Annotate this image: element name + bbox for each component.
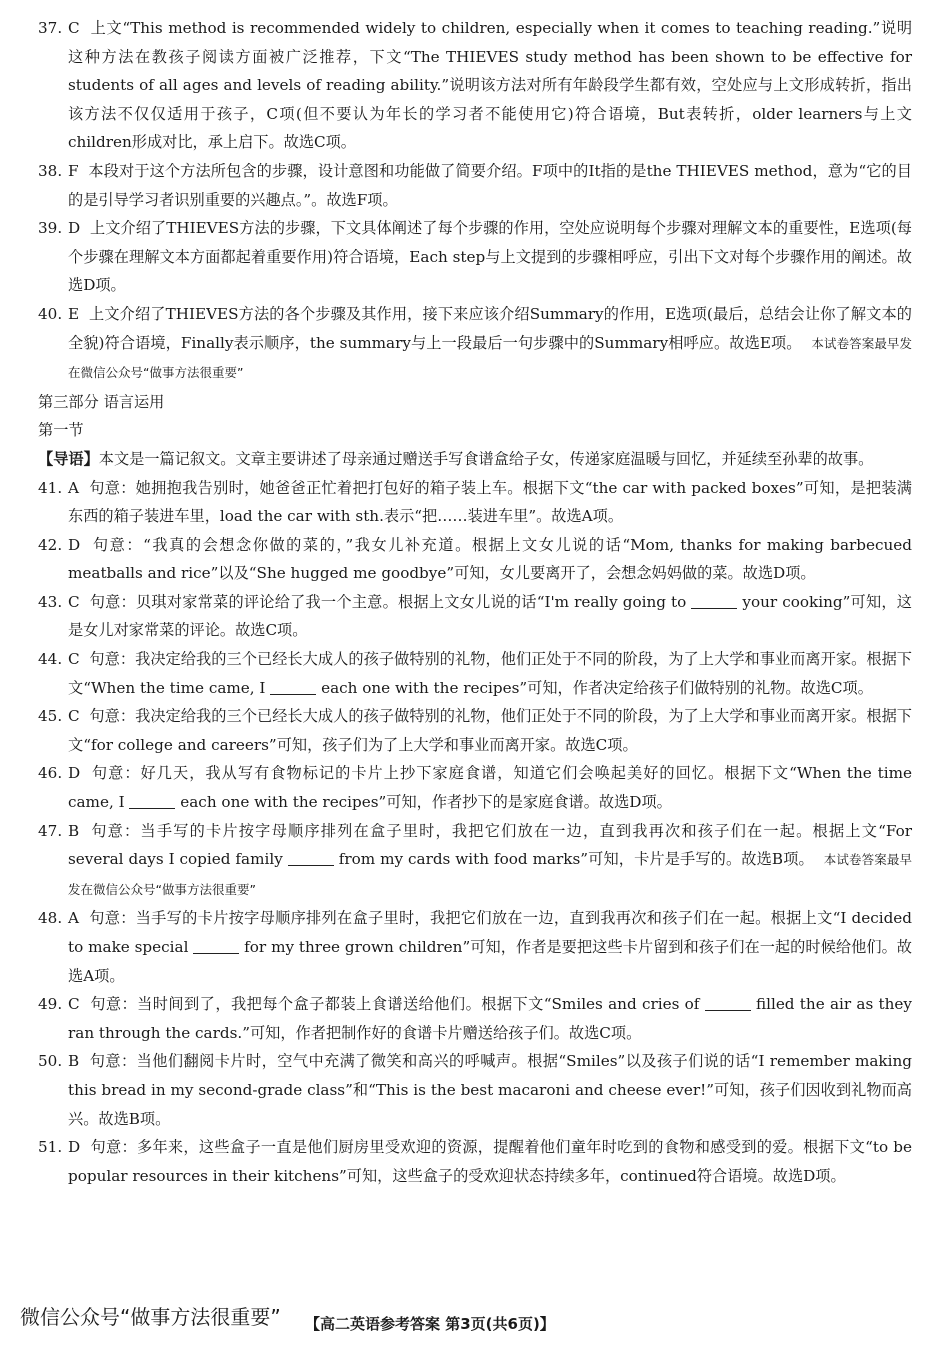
item-letter: C bbox=[68, 650, 80, 669]
item-explanation-after: from my cards with food marks”可知，卡片是手写的。故选B项。 bbox=[333, 850, 814, 869]
item-explanation: 上文介绍了THIEVES方法的各个步骤及其作用，接下来应该介绍Summary的作用，E选项(最后，总结会让你了解文本的全貌)符合语境，Finally表示顺序，the summary与上一段最后一句步骤中的Summary相呼应。故选E项。 bbox=[68, 304, 912, 352]
item-explanation-before: 句意：我决定给我的三个已经长大成人的孩子做特别的礼物，他们正处于不同的阶段，为了上大学和事业而离开家。根据下文“When the time came, I bbox=[68, 650, 912, 697]
item-letter: C bbox=[68, 592, 80, 611]
answer-item-42 bbox=[38, 531, 912, 588]
answer-item-37 bbox=[38, 14, 912, 157]
item-number: 37. bbox=[38, 19, 63, 37]
answer-item-50 bbox=[38, 1047, 912, 1133]
answer-blank bbox=[129, 794, 175, 809]
answer-item-39 bbox=[38, 214, 912, 300]
answer-item-40 bbox=[38, 300, 912, 388]
answer-item-48 bbox=[38, 904, 912, 990]
item-number: 44. bbox=[38, 650, 63, 669]
answer-item-45 bbox=[38, 702, 912, 759]
guide-tag: 【导语】 bbox=[38, 449, 99, 468]
item-explanation: 本段对于这个方法所包含的步骤，设计意图和功能做了简要介绍。F项中的It指的是the THIEVES method，意为“它的目的是引导学习者识别重要的兴趣点。”。故选F项。 bbox=[68, 161, 912, 209]
item-explanation: 句意：“我真的会想念你做的菜的，”我女儿补充道。根据上文女儿说的话“Mom, thanks for making barbecued meatballs and rice”以及“She hugged me goodbye”可知，女儿要离开了，会想念妈妈做的菜。故选D项。 bbox=[68, 535, 913, 583]
item-letter: C bbox=[68, 707, 80, 726]
item-letter: C bbox=[68, 995, 80, 1014]
item-letter: D bbox=[68, 1138, 81, 1157]
answer-blank bbox=[288, 851, 334, 866]
item-letter: F bbox=[68, 161, 79, 180]
item-letter: B bbox=[68, 821, 80, 840]
item-number: 47. bbox=[38, 821, 63, 840]
answer-blank bbox=[705, 996, 751, 1011]
guide-text: 本文是一篇记叙文。文章主要讲述了母亲通过赠送手写食谱盒给子女，传递家庭温暖与回忆，并延续至孙辈的故事。 bbox=[98, 449, 874, 468]
part-title: 第三部分 语言运用 bbox=[38, 392, 165, 411]
answer-item-44 bbox=[38, 645, 912, 702]
answer-item-38 bbox=[38, 157, 912, 214]
item-number: 46. bbox=[38, 764, 63, 783]
answer-blank bbox=[691, 594, 737, 609]
item-explanation-after: for my three grown children”可知，作者是要把这些卡片留到和孩子们在一起的时候给他们。故选A项。 bbox=[68, 938, 912, 985]
item-number: 38. bbox=[38, 161, 63, 180]
item-letter: D bbox=[68, 219, 81, 238]
answer-item-47 bbox=[38, 817, 912, 905]
item-explanation: 句意：她拥抱我告别时，她爸爸正忙着把打包好的箱子装上车。根据下文“the car with packed boxes”可知，是把装满东西的箱子装进车里，load the car with sth.表示“把……装进车里”。故选A项。 bbox=[68, 478, 912, 526]
item-letter: D bbox=[68, 535, 81, 554]
item-letter: E bbox=[68, 304, 80, 323]
item-number: 43. bbox=[38, 592, 63, 611]
item-number: 50. bbox=[38, 1052, 63, 1071]
footer-wechat-note: 微信公众号“做事方法很重要” bbox=[20, 1305, 281, 1329]
watermark-note: 本试卷答案最早发在微信公众号“做事方法很重要” bbox=[68, 335, 912, 381]
item-number: 49. bbox=[38, 995, 63, 1014]
answer-blank bbox=[193, 939, 239, 954]
answer-item-51 bbox=[38, 1133, 912, 1190]
item-number: 40. bbox=[38, 304, 63, 323]
item-explanation-before: 句意：当手写的卡片按字母顺序排列在盒子里时，我把它们放在一边，直到我再次和孩子们在一起。根据上文“For several days I copied family bbox=[68, 821, 913, 869]
item-explanation-before: 句意：当手写的卡片按字母顺序排列在盒子里时，我把它们放在一边，直到我再次和孩子们在一起。根据上文“I decided to make special bbox=[68, 909, 912, 956]
item-explanation: 句意：多年来，这些盒子一直是他们厨房里受欢迎的资源，提醒着他们童年时吃到的食物和感受到的爱。根据下文“to be popular resources in their kitchens”可知，这些盒子的受欢迎状态持续多年，continued符合语境。故选D项。 bbox=[68, 1138, 912, 1185]
item-explanation-after: filled the air as they ran through the cards.”可知，作者把制作好的食谱卡片赠送给孩子们。故选C项。 bbox=[68, 995, 912, 1042]
item-explanation-before: 句意：当时间到了，我把每个盒子都装上食谱送给他们。根据下文“Smiles and cries of bbox=[90, 995, 705, 1014]
item-number: 41. bbox=[38, 478, 63, 497]
footer-page-label: 【高二英语参考答案 第3页(共6页)】 bbox=[305, 1315, 555, 1333]
item-number: 48. bbox=[38, 909, 63, 928]
item-number: 51. bbox=[38, 1138, 63, 1157]
answer-blank bbox=[270, 680, 316, 695]
item-letter: A bbox=[68, 909, 79, 928]
answer-item-43 bbox=[38, 588, 912, 645]
answer-content bbox=[38, 14, 912, 1190]
item-letter: D bbox=[68, 764, 81, 783]
section-title: 第一节 bbox=[38, 421, 84, 440]
item-explanation-after: each one with the recipes”可知，作者决定给孩子们做特别的礼物。故选C项。 bbox=[316, 678, 873, 697]
item-number: 45. bbox=[38, 707, 63, 726]
item-explanation: 句意：当他们翻阅卡片时，空气中充满了微笑和高兴的呼喊声。根据“Smiles”以及孩子们说的话“I remember making this bread in my second-grade class”和“This is the best macaroni and cheese ever!”可知，孩子们因收到礼物而高兴。故选B项。 bbox=[68, 1052, 912, 1128]
item-number: 39. bbox=[38, 219, 63, 238]
item-number: 42. bbox=[38, 535, 63, 554]
item-letter: B bbox=[68, 1052, 80, 1071]
guide-paragraph bbox=[38, 445, 912, 474]
answer-item-49 bbox=[38, 990, 912, 1047]
answer-item-46 bbox=[38, 759, 912, 816]
item-explanation-after: your cooking”可知，这是女儿对家常菜的评论。故选C项。 bbox=[68, 592, 912, 640]
item-explanation-before: 句意：贝琪对家常菜的评论给了我一个主意。根据上文女儿说的话“I'm really going to bbox=[89, 592, 692, 611]
item-letter: C bbox=[68, 19, 80, 37]
item-explanation-after: each one with the recipes”可知，作者抄下的是家庭食谱。故选D项。 bbox=[175, 793, 672, 812]
item-explanation: 句意：我决定给我的三个已经长大成人的孩子做特别的礼物，他们正处于不同的阶段，为了上大学和事业而离开家。根据下文“for college and careers”可知，孩子们为了上大学和事业而离开家。故选C项。 bbox=[68, 707, 912, 754]
answer-item-41 bbox=[38, 474, 912, 531]
item-letter: A bbox=[68, 478, 79, 497]
watermark-note: 本试卷答案最早发在微信公众号“做事方法很重要” bbox=[68, 852, 912, 897]
item-explanation: 上文“This method is recommended widely to children, especially when it comes to teaching reading.”说明这种方法在教孩子阅读方面被广泛推荐，下文“The THIEVES study method has been shown to be effective for students of all ages and levels of reading ability.”说明该方法对所有年龄段学生都有效，空处应与上文形成转折，指出该方法不仅仅适用于孩子，C项(但不要认为年长的学习者不能使用它)符合语境，But表转折，older learners与上文children形成对比，承上启下。故选C项。 bbox=[68, 19, 913, 152]
item-explanation-before: 句意：好几天，我从写有食物标记的卡片上抄下家庭食谱，知道它们会唤起美好的回忆。根据下文“When the time came, I bbox=[68, 764, 912, 812]
item-explanation: 上文介绍了THIEVES方法的步骤，下文具体阐述了每个步骤的作用，空处应说明每个步骤对理解文本的重要性，E选项(每个步骤在理解文本方面都起着重要作用)符合语境，Each step与上文提到的步骤相呼应，引出下文对每个步骤作用的阐述。故选D项。 bbox=[68, 219, 912, 295]
